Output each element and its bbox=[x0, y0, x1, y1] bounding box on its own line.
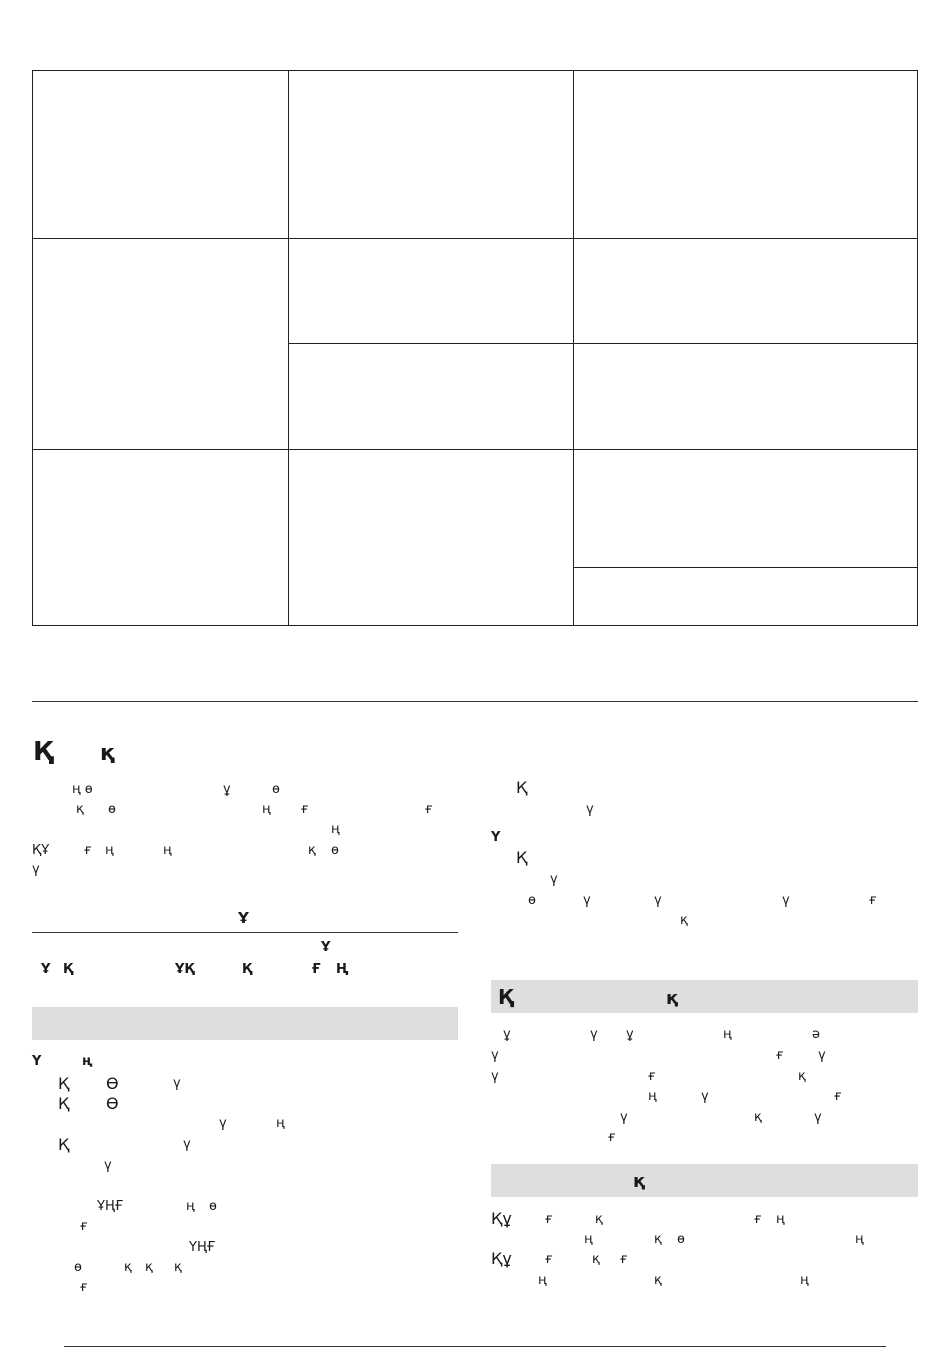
para-glyph: ө bbox=[272, 782, 280, 797]
table-divider bbox=[288, 343, 918, 344]
para-glyph: ң bbox=[262, 802, 271, 817]
right-glyph: Қ bbox=[516, 778, 528, 797]
list-glyph: ғ bbox=[80, 1280, 88, 1295]
section-bar bbox=[32, 1007, 458, 1040]
right-glyph: ұ bbox=[503, 1027, 511, 1042]
list-glyph: ү bbox=[219, 1116, 227, 1131]
bar-label: Қ bbox=[498, 985, 514, 1009]
list-glyph: қ bbox=[124, 1260, 132, 1275]
para-glyph: ң ө bbox=[72, 782, 93, 797]
para-glyph: ҚҰ bbox=[32, 843, 50, 858]
right-glyph: ң bbox=[800, 1273, 809, 1288]
list-glyph: ҮҢҒ bbox=[189, 1240, 216, 1255]
section-heading-a: Қ bbox=[33, 737, 54, 767]
table-divider bbox=[32, 449, 918, 450]
right-glyph: Құ bbox=[491, 1249, 512, 1268]
subheading-rule bbox=[32, 932, 458, 933]
list-glyph: Қ bbox=[58, 1094, 70, 1113]
right-glyph: ң bbox=[723, 1027, 732, 1042]
right-glyph: қ bbox=[680, 913, 688, 928]
section-heading-b: қ bbox=[100, 741, 115, 766]
right-glyph: ғ bbox=[869, 893, 877, 908]
list-glyph: ҰҢҒ bbox=[97, 1199, 124, 1214]
para-glyph: ң bbox=[105, 843, 114, 858]
list-glyph: ғ bbox=[80, 1219, 88, 1234]
right-glyph: ә bbox=[812, 1027, 820, 1042]
right-glyph: қ bbox=[592, 1252, 600, 1267]
right-glyph: ү bbox=[550, 872, 558, 887]
right-glyph: қ bbox=[754, 1110, 762, 1125]
right-glyph: Құ bbox=[491, 1209, 512, 1228]
para-glyph: ғ bbox=[425, 802, 433, 817]
right-glyph: ң bbox=[584, 1232, 593, 1247]
right-glyph: ү bbox=[491, 1048, 499, 1063]
para-glyph: ң bbox=[331, 822, 340, 837]
section-bar bbox=[491, 980, 918, 1013]
para-glyph: қ bbox=[308, 843, 316, 858]
table-divider bbox=[32, 238, 918, 239]
right-glyph: ө bbox=[528, 893, 536, 908]
para-glyph: ғ bbox=[84, 843, 92, 858]
right-glyph: ң bbox=[855, 1232, 864, 1247]
right-glyph: қ bbox=[654, 1232, 662, 1247]
right-glyph: ғ bbox=[620, 1252, 628, 1267]
table-frame bbox=[32, 70, 918, 626]
list-glyph: Қ bbox=[58, 1074, 70, 1093]
right-glyph: ү bbox=[586, 802, 594, 817]
table-divider bbox=[573, 70, 574, 626]
right-glyph: қ bbox=[654, 1273, 662, 1288]
list-glyph: ү bbox=[173, 1076, 181, 1091]
right-glyph: ү bbox=[701, 1089, 709, 1104]
right-glyph: ғ bbox=[754, 1212, 762, 1227]
right-glyph: ү bbox=[654, 893, 662, 908]
para-glyph: ң bbox=[163, 843, 172, 858]
right-glyph: ү bbox=[814, 1110, 822, 1125]
sub-glyph: Ұ bbox=[41, 962, 51, 977]
top-table bbox=[32, 70, 918, 626]
list-head: Ү bbox=[32, 1054, 42, 1069]
sub-glyph: Ұ bbox=[321, 940, 331, 955]
para-glyph: ү bbox=[32, 862, 40, 877]
table-divider bbox=[573, 567, 918, 568]
sub-glyph: Қ bbox=[242, 962, 253, 977]
right-glyph: ү bbox=[620, 1110, 628, 1125]
subheading: Ұ bbox=[238, 909, 249, 927]
right-glyph: ғ bbox=[648, 1069, 656, 1084]
right-glyph: Қ bbox=[516, 848, 528, 867]
right-glyph: қ bbox=[798, 1069, 806, 1084]
bar-label: қ bbox=[666, 988, 679, 1009]
para-glyph: қ bbox=[76, 802, 84, 817]
right-glyph: ң bbox=[538, 1273, 547, 1288]
sub-glyph: Ң bbox=[336, 962, 349, 977]
sub-glyph: Қ bbox=[63, 962, 74, 977]
sub-glyph: Ғ bbox=[312, 962, 321, 977]
right-glyph: ө bbox=[677, 1232, 685, 1247]
right-glyph: қ bbox=[595, 1212, 603, 1227]
list-glyph: ү bbox=[183, 1137, 191, 1152]
section-rule bbox=[32, 701, 918, 702]
sub-glyph: ҰҚ bbox=[175, 962, 195, 977]
right-glyph: ү bbox=[583, 893, 591, 908]
list-glyph: ө bbox=[74, 1260, 82, 1275]
right-glyph: ғ bbox=[545, 1212, 553, 1227]
right-glyph: ң bbox=[776, 1212, 785, 1227]
para-glyph: ө bbox=[331, 843, 339, 858]
list-glyph: ү bbox=[104, 1158, 112, 1173]
right-glyph: ғ bbox=[834, 1089, 842, 1104]
right-glyph: ұ bbox=[626, 1027, 634, 1042]
section-bar bbox=[491, 1164, 918, 1197]
list-head: ң bbox=[82, 1054, 93, 1069]
list-glyph: ң bbox=[186, 1199, 195, 1214]
right-glyph: ғ bbox=[608, 1130, 616, 1145]
right-glyph: ғ bbox=[545, 1252, 553, 1267]
para-glyph: ө bbox=[108, 802, 116, 817]
list-glyph: Ө bbox=[106, 1094, 119, 1113]
right-glyph: ү bbox=[590, 1027, 598, 1042]
bar-label: қ bbox=[633, 1171, 646, 1192]
right-glyph: ң bbox=[648, 1089, 657, 1104]
para-glyph: ұ bbox=[223, 782, 231, 797]
right-glyph: ү bbox=[782, 893, 790, 908]
right-glyph: ү bbox=[818, 1048, 826, 1063]
right-glyph: Ү bbox=[491, 830, 501, 845]
footer-rule bbox=[64, 1346, 886, 1347]
list-glyph: қ bbox=[174, 1260, 182, 1275]
list-glyph: Қ bbox=[58, 1135, 70, 1154]
para-glyph: ғ bbox=[301, 802, 309, 817]
list-glyph: Ө bbox=[106, 1074, 119, 1093]
right-glyph: ү bbox=[491, 1069, 499, 1084]
list-glyph: ң bbox=[276, 1116, 285, 1131]
list-glyph: қ bbox=[145, 1260, 153, 1275]
list-glyph: ө bbox=[209, 1199, 217, 1214]
table-divider bbox=[288, 70, 289, 626]
right-glyph: ғ bbox=[776, 1048, 784, 1063]
